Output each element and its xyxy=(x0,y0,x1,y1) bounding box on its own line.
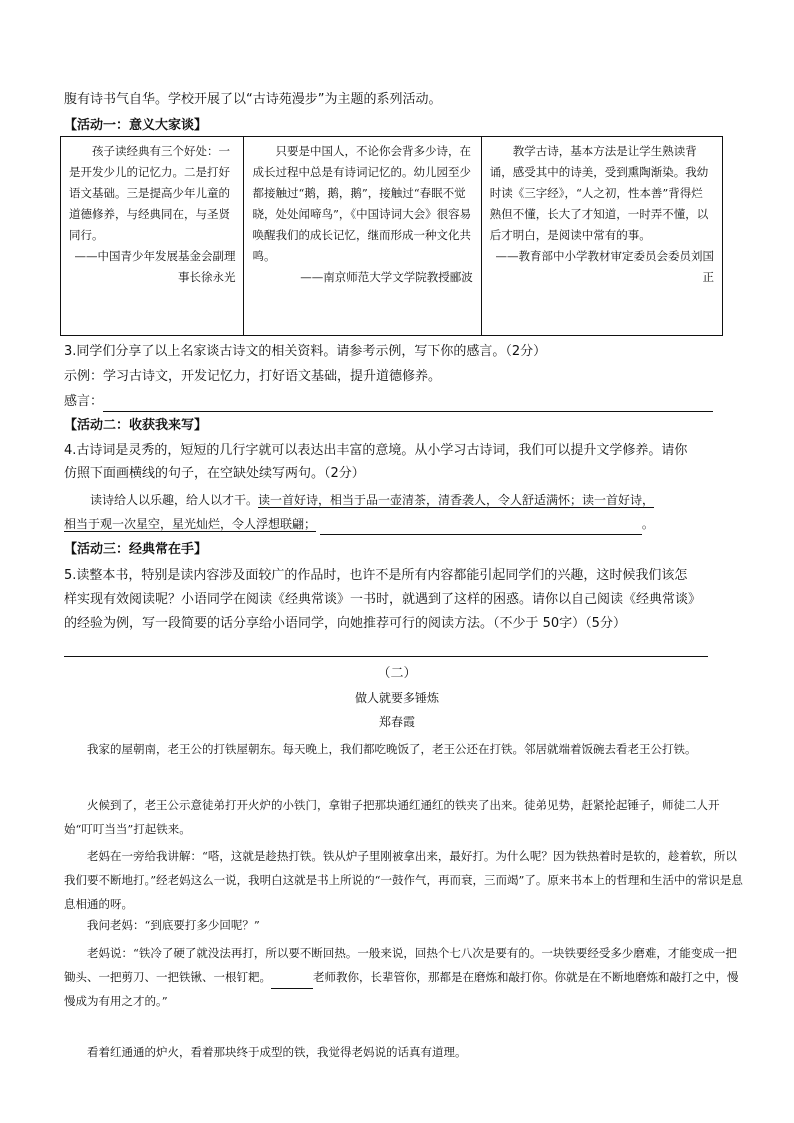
activity2-title: 【活动二：收获我来写】 xyxy=(64,418,208,433)
answer-line-q5[interactable] xyxy=(64,656,708,657)
article-title: 做人就要多锤炼 xyxy=(354,691,439,705)
given-underlined-2: 相当于观一次星空，星光灿烂，令人浮想联翩； xyxy=(64,517,317,531)
given-start: 读诗给人以乐趣，给人以才干。 xyxy=(90,493,259,507)
given-underlined: 读一首好诗，相当于品一壶清茶，清香袭人，令人舒适满怀；读一首好诗， xyxy=(258,493,655,507)
quote-cell-2 xyxy=(243,137,480,335)
question-5-line1: 5.读整本书，特别是读内容涉及面较广的作品时，也许不是所有内容都能引起同学们的兴趣，这时候我们该怎 xyxy=(64,568,688,583)
answer-label: 感言： xyxy=(64,394,104,409)
article-paragraph-3: 老妈在一旁给我讲解：“嗒，这就是趁热打铁。铁从炉子里刚被拿出来，最好打。为什么呢？因为铁热着时是软的，趁着软，所以我们要不断地打。”经老妈这么一说，我明白这就是书上所说的“一鼓作气，再而衰，三而竭”了。原来书本上的哲理和生活中的常识是息息相通的呀。 xyxy=(64,849,743,911)
quote-cell-1 xyxy=(61,137,243,335)
answer-blank-q4[interactable] xyxy=(320,520,642,535)
paragraph-5-text: 老妈说：“铁冷了硬了就没法再打，所以要不断回热。一般来说，回热个七八次是要有的。一块铁要经受多少磨难，才能变成一把锄头、一把剪刀、一把铁锹、一根钉耙。 xyxy=(64,946,737,984)
question-3-answer-row xyxy=(64,392,744,412)
quote-source: ——教育部中小学教材审定委员会委员刘国正 xyxy=(495,249,714,284)
article-paragraph-1: 我家的屋朝南，老王公的打铁屋朝东。每天晚上，我们都吃晚饭了，老王公还在打铁。邻居就端着饭碗去看老王公打铁。 xyxy=(87,742,697,756)
question-3: 3.同学们分享了以上名家谈古诗文的相关资料。请参考示例，写下你的感言。（2分） xyxy=(64,344,547,359)
article-paragraph-6: 看着红通通的炉火，看着那块终于成型的铁，我觉得老妈说的话真有道理。 xyxy=(87,1045,467,1059)
quote-source: ——中国青少年发展基金会副理事长徐永光 xyxy=(74,249,236,284)
article-paragraph-2: 火候到了，老王公示意徒弟打开火炉的小铁门，拿钳子把那块通红通红的铁夹了出来。徒弟见势，赶紧抡起锤子，师徒二人开始“叮叮当当”打起铁来。 xyxy=(64,798,720,836)
quote-text: 孩子读经典有三个好处：一是开发少儿的记忆力。二是打好语文基础。三是提高少年儿童的道德修养，与经典同在，与圣贤同行。 xyxy=(69,144,230,242)
quote-cell-3 xyxy=(481,137,722,335)
article-paragraph-4: 我问老妈：“到底要打多少回呢？” xyxy=(87,918,260,932)
question-4-line2: 仿照下面画横线的句子，在空缺处续写两句。（2分） xyxy=(64,466,365,481)
part-label: （二） xyxy=(377,666,417,681)
answer-blank-article[interactable] xyxy=(271,976,313,989)
end-mark: 。 xyxy=(641,517,654,531)
question-3-example: 示例：学习古诗文，开发记忆力，打好语文基础，提升道德修养。 xyxy=(64,369,442,384)
activity1-title: 【活动一：意义大家谈】 xyxy=(64,118,208,133)
question-4-given-text-2 xyxy=(64,514,744,535)
question-4-line1: 4.古诗词是灵秀的，短短的几行字就可以表达出丰富的意境。从小学习古诗词，我们可以提升文学修养。请你 xyxy=(64,443,688,458)
article-author: 郑春霞 xyxy=(378,715,415,729)
paragraph-5-text-cont: 老师教你，长辈管你，那都是在磨炼和敲打你。你就是在不断地磨炼和敲打之中，慢慢成为有用之才的。” xyxy=(64,970,739,1008)
activity3-title: 【活动三：经典常在手】 xyxy=(64,542,208,557)
question-4-given-text xyxy=(64,490,770,510)
quotes-table xyxy=(60,136,723,336)
answer-blank-q3[interactable] xyxy=(103,397,713,412)
quote-text: 教学古诗，基本方法是让学生熟读背诵，感受其中的诗美，受到熏陶渐染。我幼时读《三字经》，“人之初，性本善”背得烂熟但不懂，长大了才知道，一时弄不懂，以后才明白，是阅读中常有的事。 xyxy=(489,144,709,242)
question-5-line2: 样实现有效阅读呢？小语同学在阅读《经典常谈》一书时，就遇到了这样的困惑。请你以自己阅读《经典常谈》 xyxy=(64,592,702,607)
quote-text: 只要是中国人，不论你会背多少诗，在成长过程中总是有诗词记忆的。幼儿园至少都接触过“鹅，鹅，鹅”，接触过“春眠不觉晓，处处闻啼鸟”，《中国诗词大会》很容易唤醒我们的成长记忆，继而形成一种文化共鸣。 xyxy=(252,144,472,263)
intro-text: 腹有诗书气自华。学校开展了以“古诗苑漫步”为主题的系列活动。 xyxy=(64,92,442,107)
article-paragraph-5 xyxy=(64,941,744,1013)
quote-source: ——南京师范大学文学院教授郦波 xyxy=(300,270,473,284)
question-5-line3: 的经验为例，写一段简要的话分享给小语同学，向她推荐可行的阅读方法。（不少于 50字）（5分） xyxy=(64,616,626,631)
